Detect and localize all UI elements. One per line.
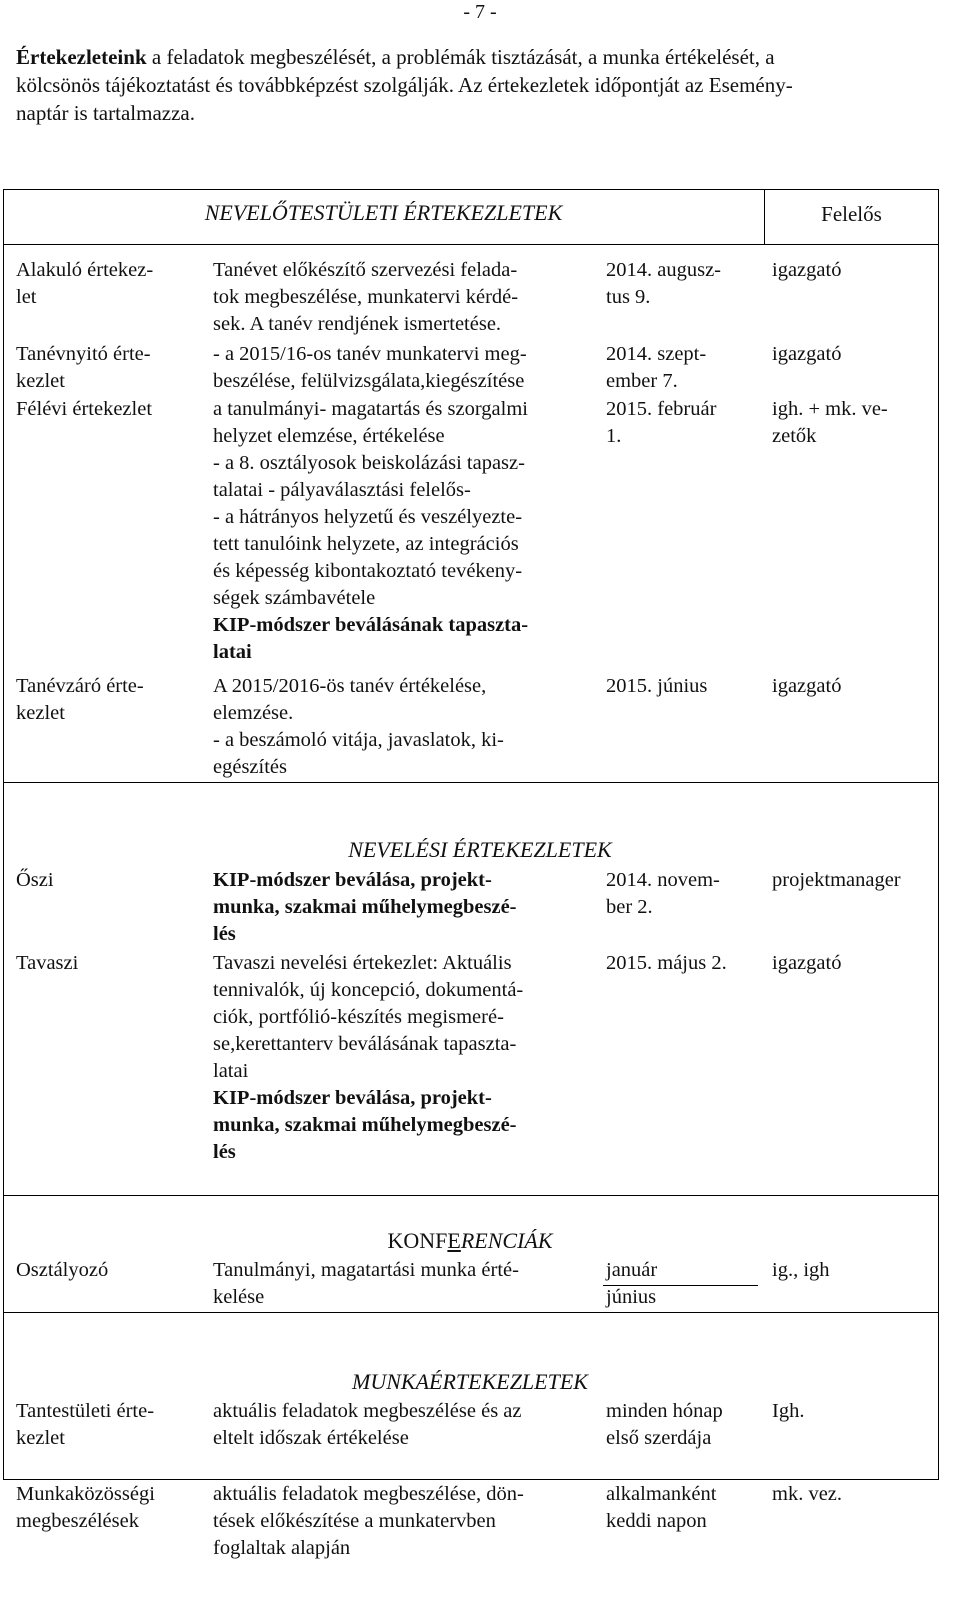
row-topic-line: ségek számbavétele — [213, 587, 376, 609]
row-topic-line: - a beszámoló vitája, javaslatok, ki- — [213, 729, 504, 751]
row-date-line: ember 7. — [606, 370, 678, 392]
row-topic-bold-line: KIP-módszer beválása, projekt- — [213, 869, 492, 891]
row-topic-line: Tanévet előkészítő szervezési felada- — [213, 259, 518, 281]
row-topic-line: latai — [213, 1060, 249, 1082]
row-topic-line: aktuális feladatok megbeszélése, dön- — [213, 1483, 524, 1505]
row-name-line: Tanévnyitó érte- — [16, 343, 151, 365]
konf-title-part: KONF — [387, 1228, 448, 1253]
row-date-line: 2015. február — [606, 398, 717, 420]
row-tavaszi-topic — [213, 950, 603, 1166]
header-divider — [3, 244, 939, 245]
row-topic-bold-line: KIP-módszer beválása, projekt- — [213, 1087, 492, 1109]
row-topic-line: sek. A tanév rendjének ismertetése. — [213, 313, 502, 335]
row-munkakozossegi-date — [606, 1481, 766, 1535]
row-date-line: 2014. augusz- — [606, 259, 722, 281]
row-topic-line: elemzése. — [213, 702, 294, 724]
row-tavaszi-resp: igazgató — [772, 952, 842, 974]
row-topic-line: tések előkészítése a munkatervben — [213, 1510, 496, 1532]
row-date-line: első szerdája — [606, 1427, 712, 1449]
row-tanevnyito-name — [16, 341, 196, 395]
row-tavaszi-name: Tavaszi — [16, 952, 79, 974]
row-tavaszi-date — [606, 950, 771, 977]
row-date-line: január — [606, 1259, 658, 1281]
row-topic-line: tennivalók, új koncepció, dokumentá- — [213, 979, 524, 1001]
row-tanevzaro-date — [606, 673, 766, 700]
row-topic-line: - a 8. osztályosok beiskolázási tapasz- — [213, 452, 525, 474]
row-topic-line: kelése — [213, 1286, 265, 1308]
row-osztalyozo-topic — [213, 1257, 603, 1311]
row-topic-bold-line: latai — [213, 641, 252, 663]
row-topic-line: A 2015/2016-ös tanév értékelése, — [213, 675, 487, 697]
row-felevi-date — [606, 396, 766, 450]
row-alakulo-name — [16, 257, 196, 311]
konf-left-border — [3, 1196, 4, 1313]
row-topic-bold-line: munka, szakmai műhelymegbeszé- — [213, 1114, 517, 1136]
row-topic-line: egészítés — [213, 756, 287, 778]
row-topic-line: - a hátrányos helyzetű és veszélyezte- — [213, 506, 523, 528]
row-resp-line: igh. + mk. ve- — [772, 398, 888, 420]
munka-right-border — [938, 1313, 939, 1480]
row-oszi-name: Őszi — [16, 869, 54, 891]
intro-line-1: a feladatok megbeszélését, a problémák tisztázását, a munka értékelését, a — [146, 45, 775, 69]
row-tanevnyito-date — [606, 341, 766, 395]
row-topic-line: se,kerettanterv beválásának tapaszta- — [213, 1033, 517, 1055]
row-name-line: kezlet — [16, 702, 65, 724]
intro-paragraph — [16, 43, 926, 127]
row-name-line: let — [16, 286, 37, 308]
row-oszi-resp: projektmanager — [772, 869, 901, 891]
row-felevi-topic — [213, 396, 603, 666]
row-osztalyozo-name: Osztályozó — [16, 1259, 109, 1281]
row-topic-line: helyzet elemzése, értékelése — [213, 425, 445, 447]
konf-bottom-border — [3, 1312, 939, 1313]
row-date-line: 2014. novem- — [606, 869, 720, 891]
row-tanevnyito-topic — [213, 341, 603, 395]
row-oszi-topic — [213, 867, 603, 948]
resp-column-header: Felelős — [821, 202, 882, 226]
row-topic-line: foglaltak alapján — [213, 1537, 351, 1559]
row-resp-line: igazgató — [772, 675, 842, 697]
intro-line-2: kölcsönös tájékoztatást és továbbképzést szolgálják. Az értekezletek időpontját az Esemény- — [16, 73, 793, 97]
row-alakulo-resp — [772, 257, 932, 284]
row-tantestuleti-topic — [213, 1398, 603, 1452]
row-topic-line: talatai - pályaválasztási felelős- — [213, 479, 471, 501]
row-topic-line: tok megbeszélése, munkatervi kérdé- — [213, 286, 519, 308]
row-name-line: megbeszélések — [16, 1510, 139, 1532]
munkaertekezletek-title: MUNKAÉRTEKEZLETEK — [352, 1369, 588, 1394]
row-topic-line: ciók, portfólió-készítés megismeré- — [213, 1006, 504, 1028]
row-resp-line: igazgató — [772, 259, 842, 281]
row-date-line: alkalmanként — [606, 1483, 717, 1505]
row-resp-line: zetők — [772, 425, 817, 447]
row-date-line: ber 2. — [606, 896, 653, 918]
row-topic-bold-line: munka, szakmai műhelymegbeszé- — [213, 896, 517, 918]
row-date-line: június — [606, 1286, 657, 1308]
row-name-line: Alakuló értekez- — [16, 259, 154, 281]
nevelesi-right-border — [938, 783, 939, 1196]
row-felevi-name — [16, 396, 206, 423]
munka-row-divider — [3, 1479, 939, 1480]
row-topic-line: aktuális feladatok megbeszélése és az — [213, 1400, 522, 1422]
row-resp-line: igazgató — [772, 343, 842, 365]
row-topic-line: - a 2015/16-os tanév munkatervi meg- — [213, 343, 527, 365]
row-topic-line: Tanulmányi, magatartási munka érté- — [213, 1259, 519, 1281]
nevelotestuleti-title: NEVELŐTESTÜLETI ÉRTEKEZLETEK — [204, 200, 563, 225]
row-osztalyozo-resp: ig., igh — [772, 1259, 830, 1281]
row-date-line: 2014. szept- — [606, 343, 707, 365]
munka-left-border — [3, 1313, 4, 1480]
row-date-line: 1. — [606, 425, 622, 447]
konf-title-part: RENCIÁK — [460, 1228, 553, 1253]
row-name-line: kezlet — [16, 1427, 65, 1449]
row-name-line: Tanévzáró érte- — [16, 675, 144, 697]
row-munkakozossegi-resp: mk. vez. — [772, 1483, 843, 1505]
row-tanevnyito-resp — [772, 341, 932, 368]
intro-lead: Értekezleteink — [16, 45, 147, 69]
row-topic-line: a tanulmányi- magatartás és szorgalmi — [213, 398, 528, 420]
konf-title-part: E — [447, 1228, 461, 1253]
row-topic-line: eltelt időszak értékelése — [213, 1427, 409, 1449]
row-munkakozossegi-topic — [213, 1481, 603, 1562]
row-date-line: 2015. május 2. — [606, 952, 727, 974]
intro-line-3: naptár is tartalmazza. — [16, 101, 195, 125]
row-topic-line: tett tanulóink helyzete, az integrációs — [213, 533, 519, 555]
row-name-line: Tantestületi érte- — [16, 1400, 155, 1422]
row-name-line: Félévi értekezlet — [16, 398, 153, 420]
row-topic-line: Tavaszi nevelési értekezlet: Aktuális — [213, 952, 512, 974]
nevelesi-bottom-border — [3, 1195, 939, 1196]
row-topic-bold-line: lés — [213, 923, 236, 945]
nevelesi-left-border — [3, 783, 4, 1196]
row-date-line: 2015. június — [606, 675, 708, 697]
konf-right-border — [938, 1196, 939, 1313]
page-number: - 7 - — [463, 1, 497, 23]
konferenciak-title — [230, 1227, 710, 1254]
nevelesi-title: NEVELÉSI ÉRTEKEZLETEK — [348, 837, 612, 862]
row-topic-line: beszélése, felülvizsgálata,kiegészítése — [213, 370, 525, 392]
row-tanevzaro-name — [16, 673, 196, 727]
row-alakulo-topic — [213, 257, 603, 338]
row-topic-bold-line: lés — [213, 1141, 236, 1163]
date-divider — [603, 1285, 758, 1286]
row-osztalyozo-date — [606, 1257, 756, 1311]
row-date-line: minden hónap — [606, 1400, 723, 1422]
row-felevi-resp — [772, 396, 932, 450]
row-name-line: kezlet — [16, 370, 65, 392]
row-topic-bold-line: KIP-módszer beválásának tapaszta- — [213, 614, 529, 636]
row-alakulo-date — [606, 257, 766, 311]
row-date-line: keddi napon — [606, 1510, 707, 1532]
row-tanevzaro-topic — [213, 673, 603, 781]
row-tanevzaro-resp — [772, 673, 932, 700]
row-tantestuleti-date — [606, 1398, 766, 1452]
row-tantestuleti-resp: Igh. — [772, 1400, 805, 1422]
row-munkakozossegi-name — [16, 1481, 206, 1535]
row-date-line: tus 9. — [606, 286, 651, 308]
row-tantestuleti-name — [16, 1398, 206, 1452]
row-topic-line: és képesség kibontakoztató tevékeny- — [213, 560, 523, 582]
row-name-line: Munkaközösségi — [16, 1483, 155, 1505]
row-oszi-date — [606, 867, 766, 921]
